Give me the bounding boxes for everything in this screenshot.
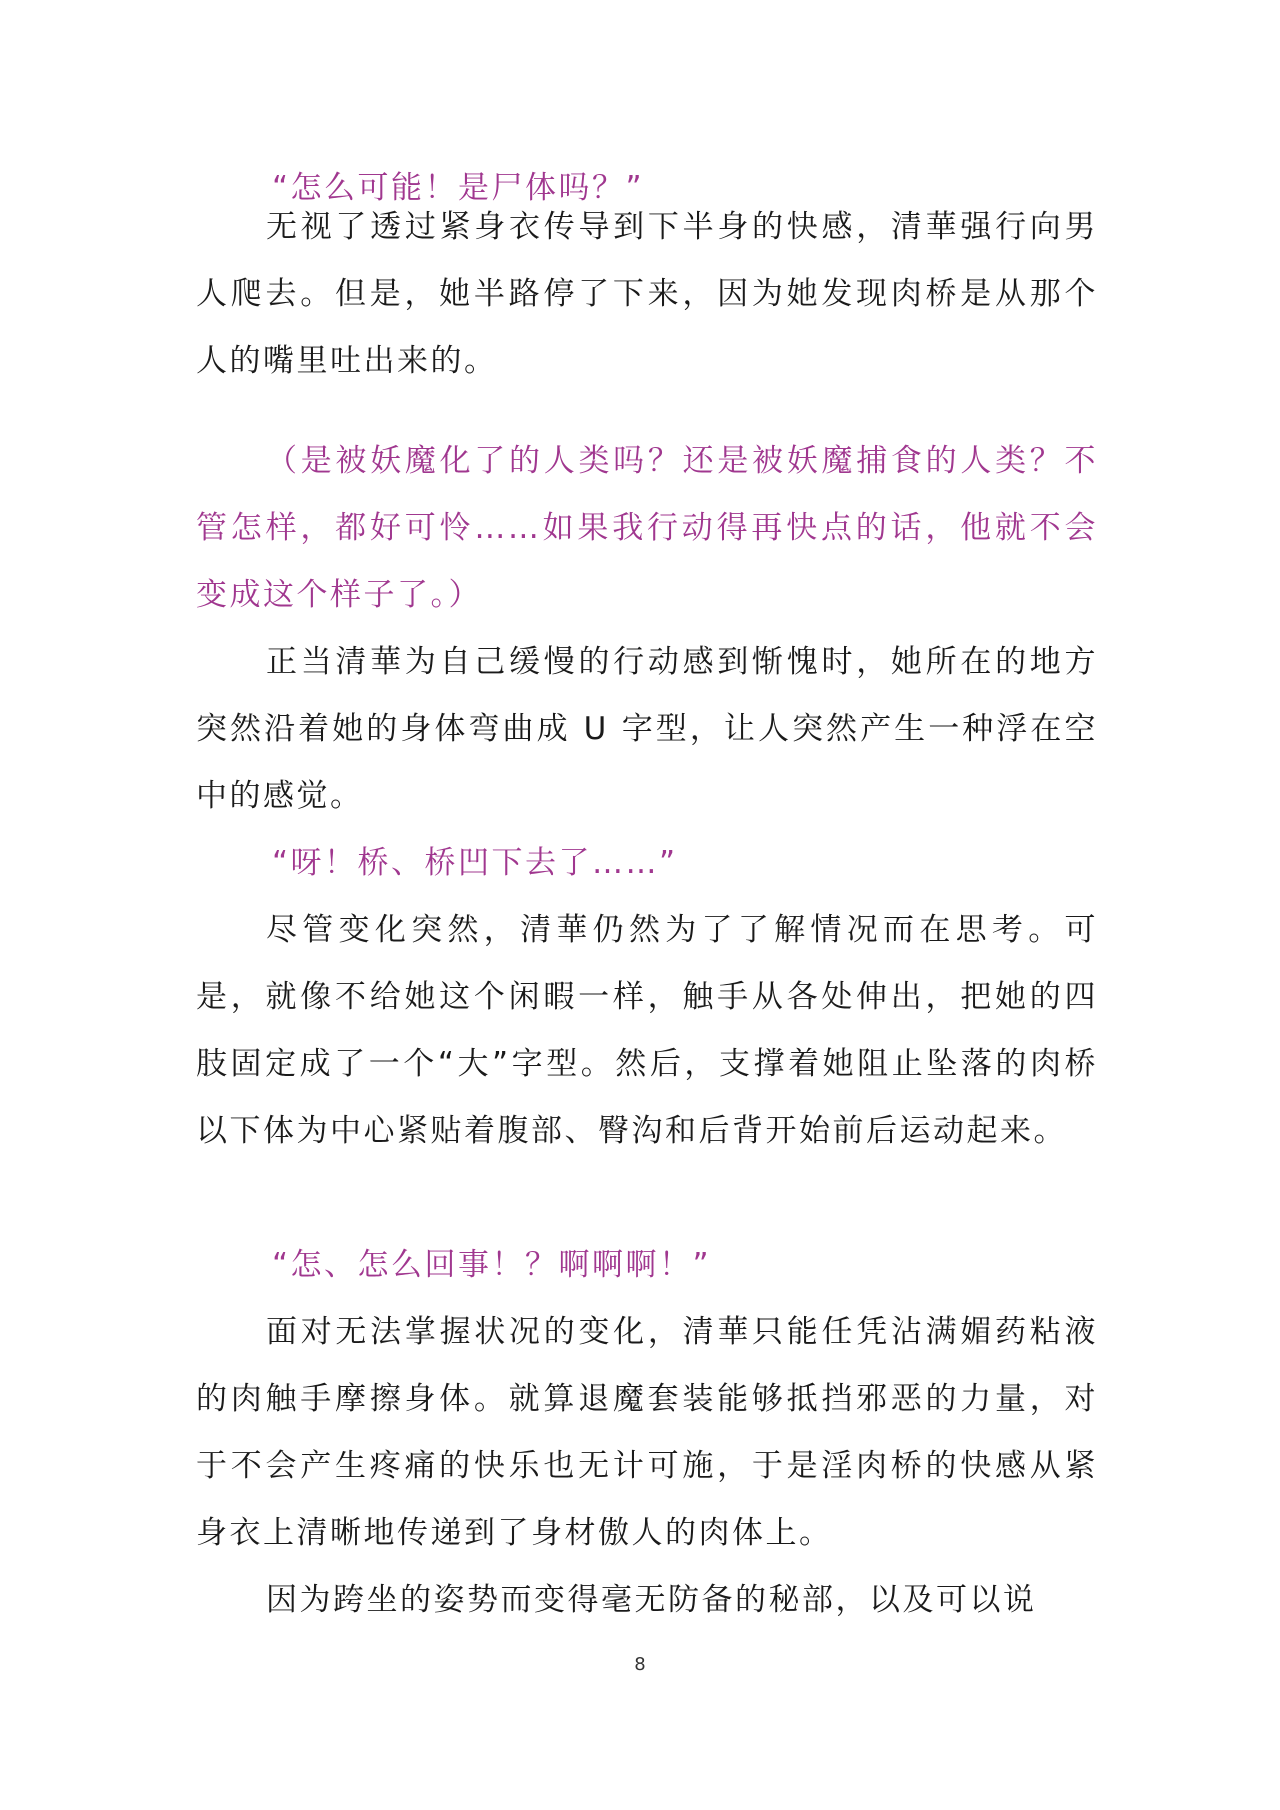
dialog-line-3: “怎、怎么回事！？啊啊啊！”: [272, 1247, 712, 1283]
narration-paragraph-1: 无视了透过紧身衣传导到下半身的快感，清華强行向男人爬去。但是，她半路停了下来，因为她发现肉桥是从那个人的嘴里吐出来的。: [196, 209, 1098, 379]
narration-paragraph-3: 尽管变化突然，清華仍然为了了解情况而在思考。可是，就像不给她这个闲暇一样，触手从各处伸出，把她的四肢固定成了一个“大”字型。然后，支撑着她阻止坠落的肉桥以下体为中心紧贴着腹部、臀沟和后背开始前后运动起来。: [196, 912, 1098, 1149]
narration-paragraph-4: 面对无法掌握状况的变化，清華只能任凭沾满媚药粘液的肉触手摩擦身体。就算退魔套装能够抵挡邪恶的力量，对于不会产生疼痛的快乐也无计可施，于是淫肉桥的快感从紧身衣上清晰地传递到了身材傲人的肉体上。: [196, 1314, 1098, 1551]
dialog-line-2: “呀！桥、桥凹下去了……”: [272, 845, 678, 881]
dialog-line-1: “怎么可能！是尸体吗？”: [272, 170, 645, 206]
thought-paragraph-1: （是被妖魔化了的人类吗？还是被妖魔捕食的人类？不管怎样，都好可怜……如果我行动得再快点的话，他就不会变成这个样子了。）: [196, 443, 1098, 613]
page-number: 8: [634, 1654, 646, 1675]
narration-paragraph-2: 正当清華为自己缓慢的行动感到惭愧时，她所在的地方突然沿着她的身体弯曲成 U 字型，让人突然产生一种浮在空中的感觉。: [196, 644, 1098, 814]
narration-paragraph-5: 因为跨坐的姿势而变得毫无防备的秘部，以及可以说: [266, 1582, 1037, 1618]
